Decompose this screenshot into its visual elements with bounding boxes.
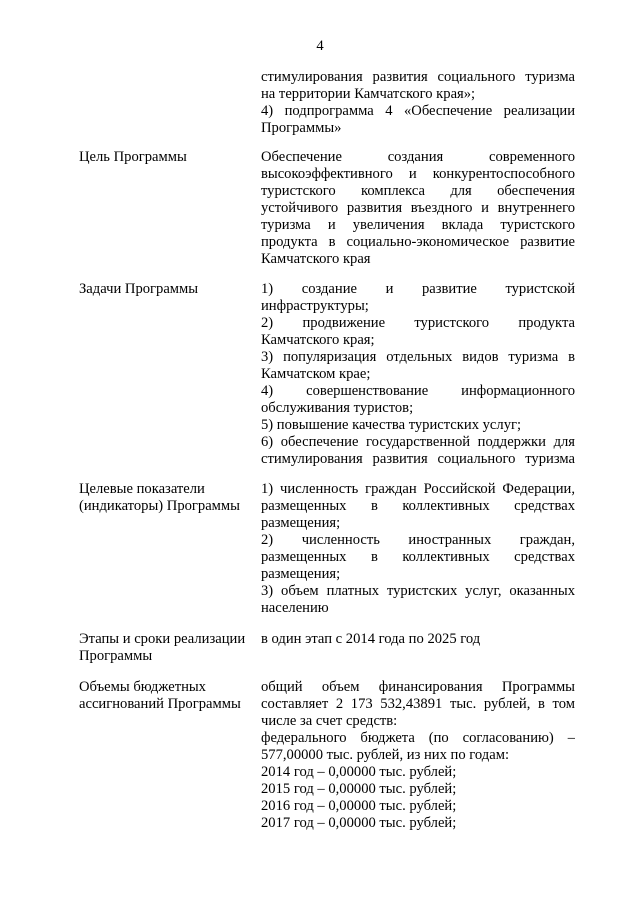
label-line: (индикаторы) Программы <box>79 498 240 514</box>
text-line: стимулирования развития социального туризма <box>261 451 575 467</box>
section-content <box>261 631 575 648</box>
section-content <box>261 281 575 468</box>
text-line: числе за счет средств: <box>261 713 398 729</box>
label-line: Этапы и сроки реализации <box>79 631 246 647</box>
text-line: 2) продвижение туристского продукта <box>261 315 575 331</box>
label-line: Целевые показатели <box>79 481 205 497</box>
text-line: 4) совершенствование информационного <box>261 383 575 399</box>
section-content <box>261 679 575 832</box>
text-line: федерального бюджета (по согласованию) – <box>261 730 575 746</box>
text-line: 2017 год – 0,00000 тыс. рублей; <box>261 815 457 831</box>
text-line: Камчатского края <box>261 251 371 267</box>
text-line: туризма и увеличения вклада туристского <box>261 217 575 233</box>
text-line: 2) численность иностранных граждан, <box>261 532 575 548</box>
text-line: размещения; <box>261 515 341 531</box>
text-line: населению <box>261 600 329 616</box>
text-line: 1) численность граждан Российской Федерации, <box>261 481 575 497</box>
section-label <box>79 631 255 665</box>
text-line: Камчатского края; <box>261 332 375 348</box>
text-line: 2015 год – 0,00000 тыс. рублей; <box>261 781 457 797</box>
section-content <box>261 481 575 617</box>
section-label <box>79 149 255 166</box>
label-line: Цель Программы <box>79 149 187 165</box>
text-line: 6) обеспечение государственной поддержки для <box>261 434 575 450</box>
text-line: 2016 год – 0,00000 тыс. рублей; <box>261 798 457 814</box>
text-line: обслуживания туристов; <box>261 400 414 416</box>
text-line: размещения; <box>261 566 341 582</box>
label-line: Программы <box>79 648 153 664</box>
text-line: общий объем финансирования Программы <box>261 679 575 695</box>
text-line: 1) создание и развитие туристской <box>261 281 575 297</box>
text-line: стимулирования развития социального туризма <box>261 69 575 85</box>
text-line: 4) подпрограмма 4 «Обеспечение реализации <box>261 103 575 119</box>
text-line: 2014 год – 0,00000 тыс. рублей; <box>261 764 457 780</box>
text-line: Камчатском крае; <box>261 366 371 382</box>
text-line: Программы» <box>261 120 342 136</box>
text-line: Обеспечение создания современного <box>261 149 575 165</box>
section-label <box>79 481 255 515</box>
text-line: туристского комплекса для обеспечения <box>261 183 575 199</box>
text-line: продукта в социально-экономическое развитие <box>261 234 575 250</box>
text-line: высокоэффективного и конкурентоспособного <box>261 166 575 182</box>
text-line: составляет 2 173 532,43891 тыс. рублей, в том <box>261 696 575 712</box>
label-line: ассигнований Программы <box>79 696 241 712</box>
page-number: 4 <box>316 38 324 54</box>
text-line: размещенных в коллективных средствах <box>261 549 575 565</box>
continuation-text <box>261 69 575 137</box>
section-label <box>79 679 255 713</box>
text-line: инфраструктуры; <box>261 298 369 314</box>
text-line: 3) объем платных туристских услуг, оказанных <box>261 583 575 599</box>
section-label <box>79 281 255 298</box>
label-line: Задачи Программы <box>79 281 199 297</box>
text-line: на территории Камчатского края»; <box>261 86 476 102</box>
text-line: устойчивого развития въездного и внутреннего <box>261 200 575 216</box>
text-line: 3) популяризация отдельных видов туризма в <box>261 349 575 365</box>
section-content <box>261 149 575 268</box>
text-line: 5) повышение качества туристских услуг; <box>261 417 522 433</box>
text-line: в один этап с 2014 года по 2025 год <box>261 631 481 647</box>
text-line: 577,00000 тыс. рублей, из них по годам: <box>261 747 510 763</box>
text-line: размещенных в коллективных средствах <box>261 498 575 514</box>
label-line: Объемы бюджетных <box>79 679 206 695</box>
